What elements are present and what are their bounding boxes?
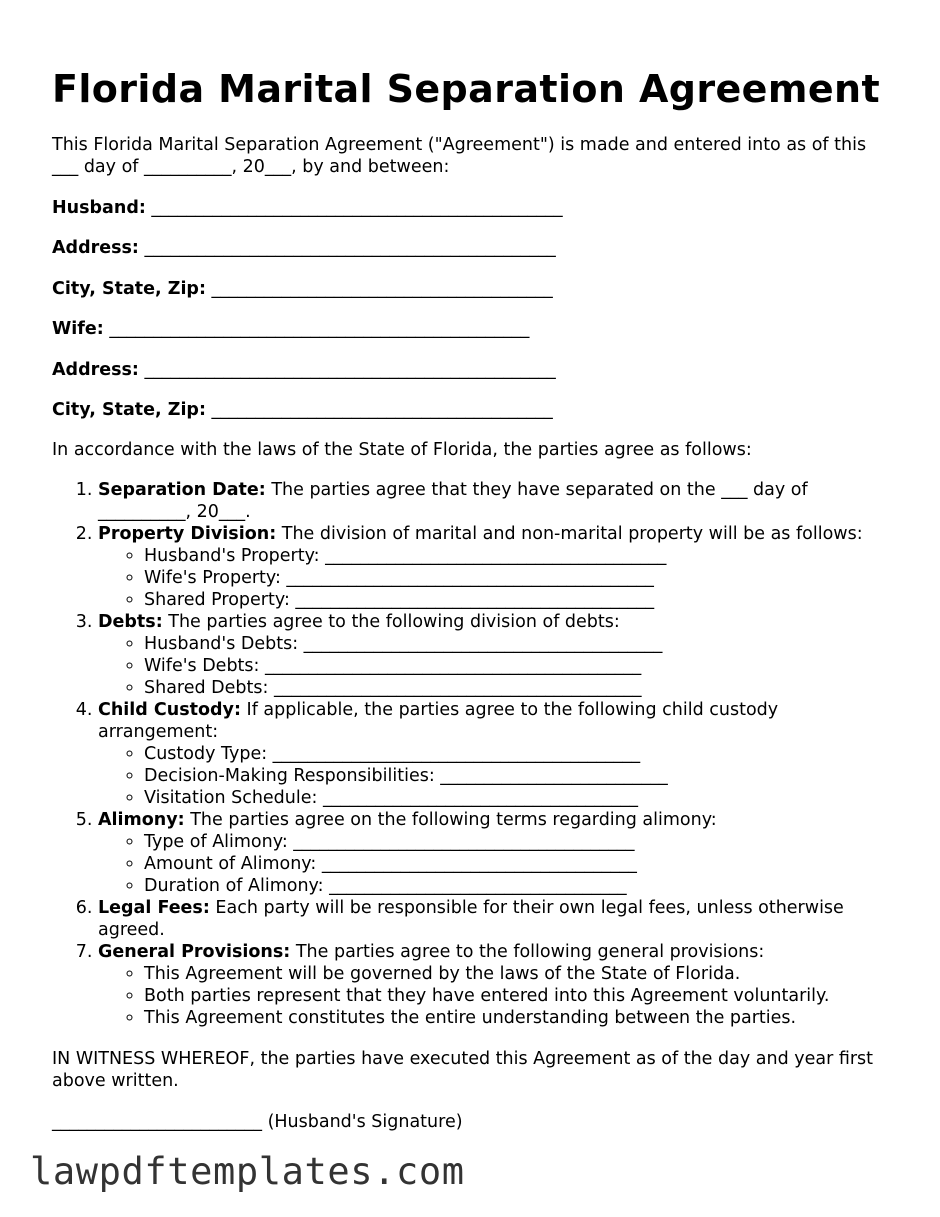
field-label: City, State, Zip: [52,400,206,420]
section-separation-date [98,479,892,523]
list-item: ◦ Amount of Alimony: ____________________________________ [144,853,892,875]
section-heading: Separation Date: [98,480,266,500]
blank-line: _______________________________________________ [144,238,556,258]
husband-signature-line: ________________________ (Husband's Signature) [52,1112,463,1132]
blank-line: _______________________________________ [211,400,553,420]
section-text: Each party will be responsible for their own legal fees, unless otherwise agreed. [98,898,844,940]
section-text: The parties agree to the following general provisions: [290,942,765,962]
list-item: ◦ Both parties represent that they have entered into this Agreement voluntarily. [144,985,892,1007]
sub-list [98,545,892,611]
husband-address-field [52,237,892,259]
section-heading: Debts: [98,612,163,632]
list-item: ◦ Type of Alimony: _______________________________________ [144,831,892,853]
list-item: ◦ Shared Debts: __________________________________________ [144,677,892,699]
witness-paragraph: IN WITNESS WHEREOF, the parties have executed this Agreement as of the day and year first above written. [52,1049,874,1091]
section-debts [98,611,892,699]
section-text: The parties agree to the following division of debts: [162,612,620,632]
list-item: ◦ Wife's Property: __________________________________________ [144,567,892,589]
section-text: The parties agree that they have separated on the ___ day of __________, 20___. [98,480,808,522]
blank-line: _______________________________________________ [144,359,556,380]
section-general-provisions [98,941,892,1029]
section-heading: Child Custody: [98,700,241,720]
wife-address-field [52,359,892,381]
list-item: ◦ Custody Type: __________________________________________ [144,743,892,765]
list-item: ◦ Visitation Schedule: ____________________________________ [144,787,892,809]
section-child-custody [98,699,892,809]
wife-city-state-zip-field [52,399,892,421]
sub-list [98,831,892,897]
section-heading: Alimony: [98,810,185,830]
field-label: City, State, Zip: [52,278,206,299]
section-text: The division of marital and non-marital property will be as follows: [276,524,863,544]
list-item: ◦ Wife's Debts: ___________________________________________ [144,655,892,677]
list-item: ◦ This Agreement will be governed by the laws of the State of Florida. [144,963,892,985]
section-alimony [98,809,892,897]
list-item: ◦ Duration of Alimony: __________________________________ [144,875,892,897]
accordance-paragraph: In accordance with the laws of the State of Florida, the parties agree as follows: [52,440,752,460]
section-legal-fees [98,897,892,941]
blank-line: _______________________________________________ [151,197,563,218]
husband-field [52,197,892,219]
field-label: Address: [52,238,139,258]
field-label: Address: [52,359,139,380]
list-item: ◦ This Agreement constitutes the entire understanding between the parties. [144,1007,892,1029]
field-label: Wife: [52,319,104,339]
agreement-sections [52,479,892,1029]
list-item: ◦ Husband's Property: _______________________________________ [144,545,892,567]
wife-field [52,318,892,340]
sub-list [98,743,892,809]
intro-paragraph: This Florida Marital Separation Agreement ("Agreement") is made and entered into as of this ___ day of __________, 20___, by and between: [52,135,867,177]
document-page [52,64,892,1133]
blank-line: _______________________________________ [211,278,553,299]
section-heading: Property Division: [98,524,277,544]
list-item: ◦ Husband's Debts: _________________________________________ [144,633,892,655]
watermark-text: lawpdftemplates.com [30,1150,465,1193]
section-text: If applicable, the parties agree to the following child custody arrangement: [98,700,779,742]
section-property-division [98,523,892,611]
list-item: ◦ Shared Property: _________________________________________ [144,589,892,611]
sub-list [98,633,892,699]
section-heading: Legal Fees: [98,898,210,918]
husband-city-state-zip-field [52,278,892,300]
list-item: ◦ Decision-Making Responsibilities: __________________________ [144,765,892,787]
document-title: Florida Marital Separation Agreement [52,67,881,111]
sub-list [98,963,892,1029]
section-text: The parties agree on the following terms regarding alimony: [184,810,717,830]
field-label: Husband: [52,197,146,218]
blank-line: ________________________________________________ [109,319,530,339]
section-heading: General Provisions: [98,942,291,962]
